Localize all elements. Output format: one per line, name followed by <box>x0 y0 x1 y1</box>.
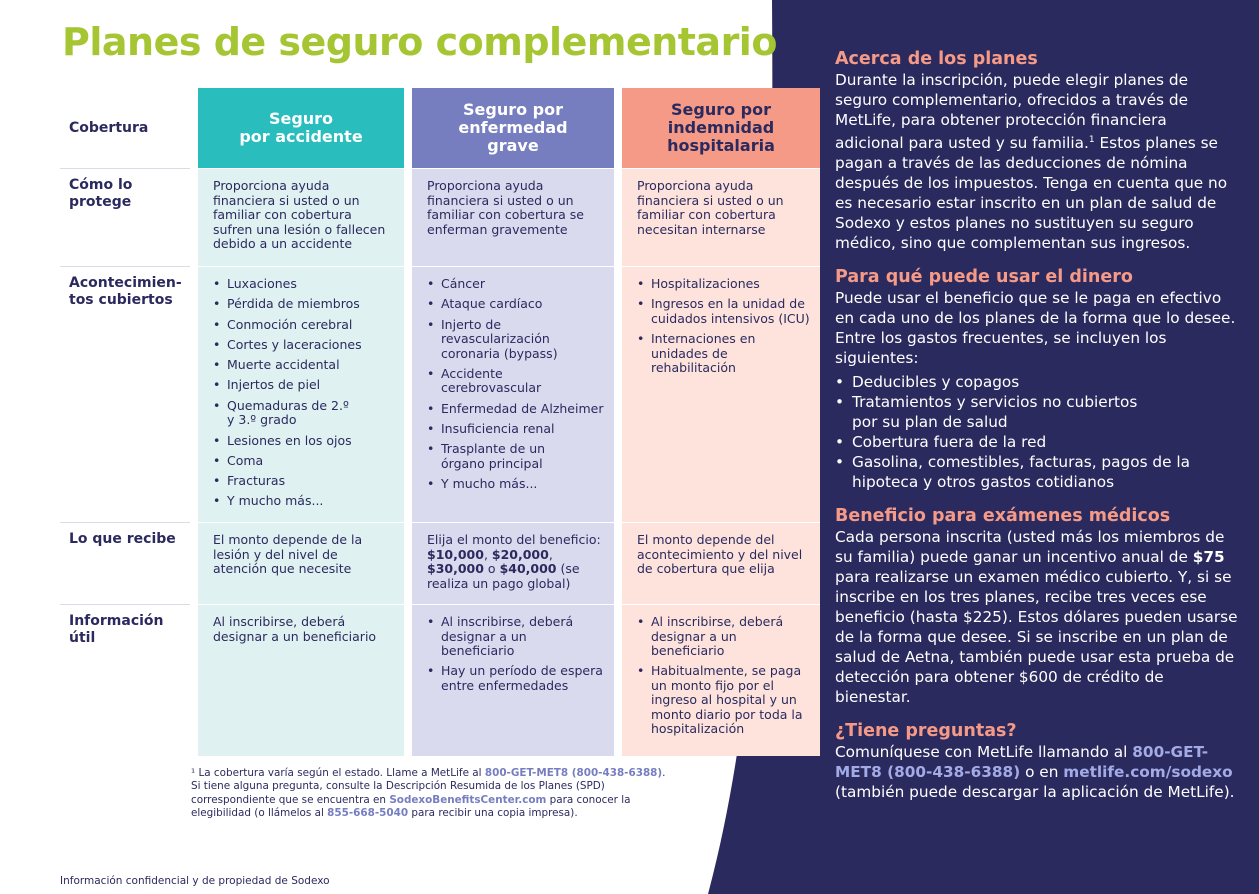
benefit-amount: $40,000 <box>499 561 557 576</box>
header-line: Seguro <box>268 109 334 128</box>
benefit-amount: $20,000 <box>491 546 549 562</box>
list-item: • Cobertura fuera de la red <box>852 432 1240 452</box>
questions-phone-link[interactable]: 800-GET-MET8 (800-438-6388) <box>835 743 1209 782</box>
cell-receive-accident: El monto depende de la lesión y del nivel de atención que necesite <box>198 522 404 604</box>
header-accident-insurance <box>198 88 404 168</box>
header-hospital-indemnity <box>622 88 820 168</box>
events-list-hospital <box>637 277 810 376</box>
exam-text-a: Cada persona inscrita (usted más los miembros de su familia) puede ganar un incentivo anual de <box>835 528 1225 567</box>
exam-text <box>835 527 1240 707</box>
cell-protection-hospital: Proporciona ayuda financiera si usted o un familiar con cobertura necesitan internarse <box>622 168 820 266</box>
money-text: Puede usar el beneficio que se le paga en efectivo en cada uno de los planes de la forma que lo desee. Entre los gastos frecuentes, se incluyen los siguientes: <box>835 289 1236 368</box>
questions-text-b: (también puede descargar la aplicación de MetLife). <box>835 783 1235 802</box>
list-item: • Hospitalizaciones <box>651 277 810 292</box>
list-item: • Fracturas <box>227 474 394 489</box>
info-list-critical <box>427 615 604 693</box>
exam-text-b: para realizarse un examen médico cubierto. Y, si se inscribe en los tres planes, recibe tres veces ese beneficio (hasta $225). Estos dólares pueden usarse de la forma que desee. Si se inscribe en un plan de salud de Aetna, también puede usar esta prueba de detección para obtener $600 de crédito de bienestar. <box>835 568 1238 707</box>
cell-events-critical <box>412 266 614 522</box>
header-critical-illness <box>412 88 614 168</box>
list-item: • Injerto de revascularización coronaria (bypass) <box>441 318 591 362</box>
list-item: • Insuficiencia renal <box>441 422 604 437</box>
receive-suffix: (se realiza un pago global) <box>427 561 580 591</box>
footnote-text: ¹ La cobertura varía según el estado. Llame a MetLife al <box>191 767 482 779</box>
row-label-info: Información útil <box>60 604 190 756</box>
receive-or: o <box>487 561 496 576</box>
cell-info-critical <box>412 604 614 756</box>
cell-events-accident <box>198 266 404 522</box>
cell-receive-hospital: El monto depende del acontecimiento y del nivel de cobertura que elija <box>622 522 820 604</box>
list-item: • Lesiones en los ojos <box>227 434 394 449</box>
cell-events-hospital <box>622 266 820 522</box>
events-list-critical <box>427 277 604 492</box>
list-item: • Conmoción cerebral <box>227 318 394 333</box>
header-line: Seguro por <box>670 100 771 119</box>
list-item: • Muerte accidental <box>227 358 394 373</box>
exam-heading: Beneficio para exámenes médicos <box>835 506 1171 527</box>
confidential-notice: Información confidencial y de propiedad de Sodexo <box>60 875 330 887</box>
sidebar <box>835 48 1240 815</box>
header-line: hospitalaria <box>667 136 775 155</box>
sodexo-phone-link[interactable]: 855-668-5040 <box>327 807 409 820</box>
cell-info-accident: Al inscribirse, deberá designar a un beneficiario <box>198 604 404 756</box>
list-item: • Cáncer <box>441 277 604 292</box>
cell-protection-accident: Proporciona ayuda financiera si usted o un familiar con cobertura sufren una lesión o fallecen debido a un accidente <box>198 168 404 266</box>
money-heading: Para qué puede usar el dinero <box>835 267 1133 288</box>
footnote: ¹ La cobertura varía según el estado. Llame a MetLife al 800-GET-MET8 (800-438-6388). Si tiene alguna pregunta, consulte la Descripción Resumida de los Planes (SPD) correspondiente que se encuentra en SodexoBenefitsCenter.com para conocer la elegibilidad (o llámelos al 855-668-5040 para recibir una copia impresa). <box>191 767 666 820</box>
list-item: • Trasplante de un órgano principal <box>441 442 571 471</box>
list-item: • Injertos de piel <box>227 378 394 393</box>
info-list-hospital <box>637 615 810 737</box>
header-line: por accidente <box>239 127 363 146</box>
list-item: • Gasolina, comestibles, facturas, pagos de la hipoteca y otros gastos cotidianos <box>852 452 1202 492</box>
metlife-phone-link[interactable]: 800-GET-MET8 (800-438-6388) <box>484 767 663 779</box>
list-item: • Luxaciones <box>227 277 394 292</box>
list-item: • Al inscribirse, deberá designar a un beneficiario <box>441 615 604 659</box>
list-item: • Al inscribirse, deberá designar a un beneficiario <box>651 615 810 659</box>
events-list-accident <box>213 277 394 509</box>
exam-amount: $75 <box>1192 548 1225 567</box>
list-item: • Enfermedad de Alzheimer <box>441 402 604 417</box>
list-item: • Y mucho más... <box>441 477 604 492</box>
footnote-text: para recibir una copia impresa). <box>411 807 578 820</box>
list-item: • Hay un período de espera entre enfermedades <box>441 664 604 693</box>
questions-or: o en <box>1025 763 1059 782</box>
money-section <box>835 266 1240 492</box>
list-item: • Ataque cardíaco <box>441 297 604 312</box>
cell-info-hospital <box>622 604 820 756</box>
footnote-text: Si tiene alguna pregunta, consulte la Descripción Resumida de los Planes (SPD) correspondiente que se encuentra en <box>191 780 605 806</box>
row-label-coverage: Cobertura <box>69 119 149 136</box>
receive-prefix: Elija el monto del beneficio: <box>427 532 601 547</box>
row-label-receive: Lo que recibe <box>60 522 190 604</box>
cell-receive-critical: Elija el monto del beneficio: $10,000, $20,000, $30,000 o $40,000 (se realiza un pago global) <box>412 522 614 604</box>
coverage-comparison-table <box>60 88 820 756</box>
sodexo-benefits-link[interactable]: SodexoBenefitsCenter.com <box>389 793 547 806</box>
exam-section <box>835 505 1240 707</box>
about-section <box>835 48 1240 253</box>
about-text-b: Estos planes se pagan a través de las deducciones de nómina después de los impuestos. Tenga en cuenta que no es necesario estar inscrito en un plan de salud de Sodexo y estos planes no sustituyen su seguro médico, sino que complementan sus ingresos. <box>835 134 1228 253</box>
questions-section <box>835 720 1240 802</box>
page-title: Planes de seguro complementario <box>62 20 777 64</box>
list-item: • Coma <box>227 454 394 469</box>
header-line: Seguro por <box>462 100 563 119</box>
about-text-a: Durante la inscripción, puede elegir planes de seguro complementario, ofrecidos a través de MetLife, para obtener protección financiera adicional para usted y su familia. <box>835 71 1188 153</box>
header-line: enfermedad <box>458 118 568 137</box>
footnote-text: para conocer la elegibilidad (o llámelos al <box>191 793 631 820</box>
questions-text <box>835 742 1240 802</box>
about-heading: Acerca de los planes <box>835 49 1038 69</box>
about-text <box>835 70 1240 253</box>
cell-protection-critical: Proporciona ayuda financiera si usted o un familiar con cobertura se enferman gravemente <box>412 168 614 266</box>
list-item: • Habitualmente, se paga un monto fijo por el ingreso al hospital y un monto diario por toda la hospitalización <box>651 664 810 737</box>
row-label-protection: Cómo lo protege <box>60 168 190 266</box>
footnote-marker: 1 <box>1088 135 1095 145</box>
list-item: • Quemaduras de 2.º y 3.º grado <box>227 399 357 428</box>
benefit-amount: $10,000 <box>427 546 484 562</box>
benefit-amount: $30,000 <box>427 561 484 576</box>
list-item: • Internaciones en unidades de rehabilitación <box>651 332 771 376</box>
header-line: grave <box>487 136 539 155</box>
metlife-site-link[interactable]: metlife.com/sodexo <box>1063 763 1233 782</box>
row-label-events: Acontecimien- tos cubiertos <box>60 266 190 522</box>
money-list <box>835 372 1240 492</box>
list-item: • Accidente cerebrovascular <box>441 367 561 396</box>
list-item: • Deducibles y copagos <box>852 372 1240 392</box>
list-item: • Cortes y laceraciones <box>227 338 394 353</box>
list-item: • Tratamientos y servicios no cubiertos por su plan de salud <box>852 392 1152 432</box>
questions-text-a: Comuníquese con MetLife llamando al <box>835 743 1128 762</box>
header-line: indemnidad <box>667 118 775 137</box>
list-item: • Y mucho más... <box>227 494 394 509</box>
list-item: • Pérdida de miembros <box>227 297 394 312</box>
list-item: • Ingresos en la unidad de cuidados intensivos (ICU) <box>651 297 810 326</box>
questions-heading: ¿Tiene preguntas? <box>835 721 1017 742</box>
